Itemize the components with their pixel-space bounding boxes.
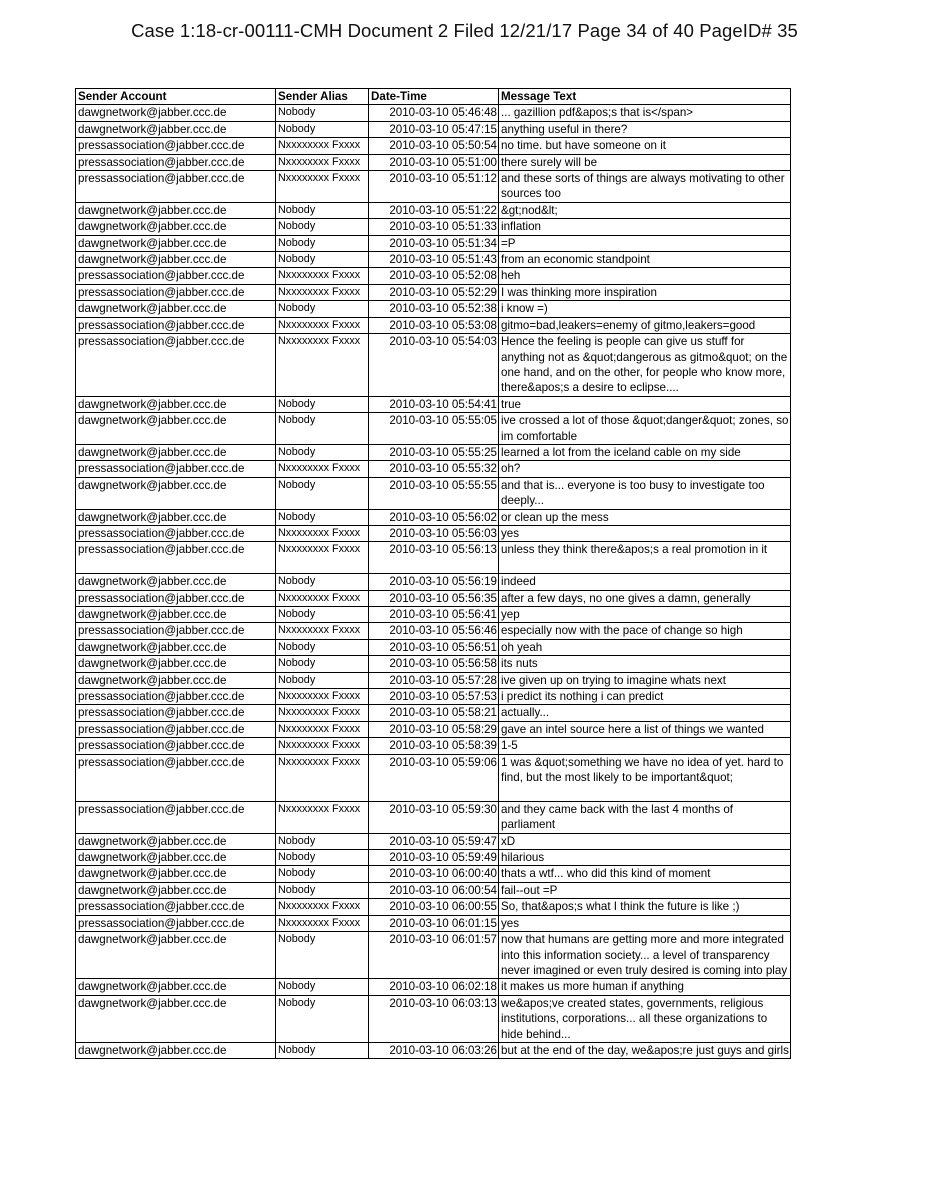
table-row (76, 334, 791, 397)
table-row (76, 639, 791, 655)
message-text-cell: thats a wtf... who did this kind of moment (499, 866, 791, 882)
table-row (76, 672, 791, 688)
message-text-cell: from an economic standpoint (499, 252, 791, 268)
sender-alias-cell: Nxxxxxxxx Fxxxx (276, 171, 369, 203)
table-row (76, 202, 791, 218)
sender-alias-cell: Nxxxxxxxx Fxxxx (276, 542, 369, 574)
message-text-cell: true (499, 396, 791, 412)
table-row (76, 105, 791, 121)
sender-account-cell: dawgnetwork@jabber.ccc.de (76, 509, 276, 525)
date-time-cell: 2010-03-10 05:58:29 (369, 721, 499, 737)
date-time-cell: 2010-03-10 05:59:47 (369, 833, 499, 849)
table-row (76, 444, 791, 460)
sender-alias-cell: Nobody (276, 866, 369, 882)
table-row (76, 705, 791, 721)
table-row (76, 801, 791, 833)
message-text-cell: ive crossed a lot of those &quot;danger&quot; zones, so im comfortable (499, 413, 791, 445)
sender-account-cell: dawgnetwork@jabber.ccc.de (76, 105, 276, 121)
message-text-cell: unless they think there&apos;s a real promotion in it (499, 542, 791, 574)
sender-alias-cell: Nobody (276, 121, 369, 137)
message-text-cell: 1 was &quot;something we have no idea of yet. hard to find, but the most likely to be important&quot; (499, 754, 791, 801)
sender-account-cell: pressassociation@jabber.ccc.de (76, 754, 276, 801)
table-row (76, 882, 791, 898)
date-time-cell: 2010-03-10 05:55:55 (369, 477, 499, 509)
table-row (76, 477, 791, 509)
message-text-cell: now that humans are getting more and more integrated into this information society... a level of transparency never imagined or even truly desired is coming into play (499, 932, 791, 979)
sender-alias-cell: Nxxxxxxxx Fxxxx (276, 915, 369, 931)
message-text-cell: i know =) (499, 301, 791, 317)
sender-account-cell: dawgnetwork@jabber.ccc.de (76, 833, 276, 849)
date-time-cell: 2010-03-10 05:53:08 (369, 317, 499, 333)
sender-alias-cell: Nobody (276, 252, 369, 268)
table-row (76, 301, 791, 317)
message-text-cell: So, that&apos;s what I think the future is like ;) (499, 899, 791, 915)
sender-account-cell: pressassociation@jabber.ccc.de (76, 154, 276, 170)
sender-alias-cell: Nxxxxxxxx Fxxxx (276, 899, 369, 915)
table-row (76, 606, 791, 622)
date-time-cell: 2010-03-10 05:56:51 (369, 639, 499, 655)
message-text-cell: i predict its nothing i can predict (499, 689, 791, 705)
date-time-cell: 2010-03-10 05:54:03 (369, 334, 499, 397)
table-row (76, 721, 791, 737)
sender-alias-cell: Nobody (276, 1042, 369, 1058)
sender-account-cell: pressassociation@jabber.ccc.de (76, 171, 276, 203)
sender-account-cell: pressassociation@jabber.ccc.de (76, 705, 276, 721)
date-time-cell: 2010-03-10 06:00:40 (369, 866, 499, 882)
message-text-cell: gave an intel source here a list of things we wanted (499, 721, 791, 737)
table-row (76, 219, 791, 235)
message-text-cell: anything useful in there? (499, 121, 791, 137)
message-text-cell: and they came back with the last 4 months of parliament (499, 801, 791, 833)
table-row (76, 932, 791, 979)
sender-account-cell: pressassociation@jabber.ccc.de (76, 542, 276, 574)
sender-alias-cell: Nobody (276, 574, 369, 590)
sender-account-cell: dawgnetwork@jabber.ccc.de (76, 444, 276, 460)
sender-alias-cell: Nobody (276, 413, 369, 445)
table-row (76, 284, 791, 300)
date-time-cell: 2010-03-10 06:01:57 (369, 932, 499, 979)
table-row (76, 995, 791, 1042)
sender-alias-cell: Nobody (276, 301, 369, 317)
date-time-cell: 2010-03-10 05:52:08 (369, 268, 499, 284)
message-text-cell: indeed (499, 574, 791, 590)
table-row (76, 138, 791, 154)
table-row (76, 979, 791, 995)
table-row (76, 461, 791, 477)
sender-alias-cell: Nobody (276, 219, 369, 235)
sender-alias-cell: Nxxxxxxxx Fxxxx (276, 689, 369, 705)
sender-alias-cell: Nxxxxxxxx Fxxxx (276, 154, 369, 170)
date-time-cell: 2010-03-10 05:51:12 (369, 171, 499, 203)
message-text-cell: heh (499, 268, 791, 284)
message-text-cell: inflation (499, 219, 791, 235)
date-time-cell: 2010-03-10 05:55:25 (369, 444, 499, 460)
sender-alias-cell: Nobody (276, 639, 369, 655)
message-text-cell: 1-5 (499, 738, 791, 754)
sender-alias-cell: Nxxxxxxxx Fxxxx (276, 525, 369, 541)
table-row (76, 509, 791, 525)
sender-alias-cell: Nobody (276, 105, 369, 121)
message-text-cell: ... gazillion pdf&apos;s that is</span> (499, 105, 791, 121)
sender-account-cell: pressassociation@jabber.ccc.de (76, 738, 276, 754)
table-row (76, 317, 791, 333)
message-text-cell: oh yeah (499, 639, 791, 655)
sender-account-cell: dawgnetwork@jabber.ccc.de (76, 574, 276, 590)
sender-alias-cell: Nxxxxxxxx Fxxxx (276, 705, 369, 721)
sender-account-cell: pressassociation@jabber.ccc.de (76, 899, 276, 915)
sender-alias-cell: Nobody (276, 396, 369, 412)
date-time-cell: 2010-03-10 05:46:48 (369, 105, 499, 121)
sender-account-cell: pressassociation@jabber.ccc.de (76, 721, 276, 737)
sender-account-cell: pressassociation@jabber.ccc.de (76, 801, 276, 833)
sender-alias-cell: Nobody (276, 833, 369, 849)
message-text-cell: gitmo=bad,leakers=enemy of gitmo,leakers=good (499, 317, 791, 333)
page-header: Case 1:18-cr-00111-CMH Document 2 Filed 12/21/17 Page 34 of 40 PageID# 35 (131, 20, 798, 41)
sender-account-cell: pressassociation@jabber.ccc.de (76, 284, 276, 300)
column-header-sender-account: Sender Account (76, 89, 276, 105)
sender-account-cell: dawgnetwork@jabber.ccc.de (76, 606, 276, 622)
sender-account-cell: dawgnetwork@jabber.ccc.de (76, 477, 276, 509)
date-time-cell: 2010-03-10 05:52:29 (369, 284, 499, 300)
date-time-cell: 2010-03-10 05:59:06 (369, 754, 499, 801)
date-time-cell: 2010-03-10 05:56:58 (369, 656, 499, 672)
table-row (76, 738, 791, 754)
table-row (76, 915, 791, 931)
sender-account-cell: dawgnetwork@jabber.ccc.de (76, 121, 276, 137)
message-text-cell: or clean up the mess (499, 509, 791, 525)
table-row (76, 413, 791, 445)
table-row (76, 252, 791, 268)
table-row (76, 235, 791, 251)
table-row (76, 899, 791, 915)
message-text-cell: xD (499, 833, 791, 849)
date-time-cell: 2010-03-10 05:58:21 (369, 705, 499, 721)
date-time-cell: 2010-03-10 06:00:54 (369, 882, 499, 898)
sender-account-cell: pressassociation@jabber.ccc.de (76, 590, 276, 606)
sender-alias-cell: Nxxxxxxxx Fxxxx (276, 461, 369, 477)
date-time-cell: 2010-03-10 05:56:35 (369, 590, 499, 606)
date-time-cell: 2010-03-10 05:51:22 (369, 202, 499, 218)
sender-alias-cell: Nobody (276, 850, 369, 866)
table-row (76, 121, 791, 137)
message-text-cell: learned a lot from the iceland cable on my side (499, 444, 791, 460)
sender-account-cell: dawgnetwork@jabber.ccc.de (76, 866, 276, 882)
date-time-cell: 2010-03-10 05:56:13 (369, 542, 499, 574)
date-time-cell: 2010-03-10 05:51:00 (369, 154, 499, 170)
date-time-cell: 2010-03-10 05:47:15 (369, 121, 499, 137)
sender-alias-cell: Nxxxxxxxx Fxxxx (276, 268, 369, 284)
message-text-cell: =P (499, 235, 791, 251)
date-time-cell: 2010-03-10 06:01:15 (369, 915, 499, 931)
table-row (76, 850, 791, 866)
message-text-cell: yep (499, 606, 791, 622)
message-text-cell: Hence the feeling is people can give us stuff for anything not as &quot;dangerous as gitmo&quot; on the one hand, and on the other, for people who know more, there&apos;s a desire to eclipse.... (499, 334, 791, 397)
sender-account-cell: dawgnetwork@jabber.ccc.de (76, 301, 276, 317)
date-time-cell: 2010-03-10 05:56:46 (369, 623, 499, 639)
sender-alias-cell: Nobody (276, 444, 369, 460)
sender-alias-cell: Nxxxxxxxx Fxxxx (276, 801, 369, 833)
sender-alias-cell: Nxxxxxxxx Fxxxx (276, 138, 369, 154)
message-text-cell: &gt;nod&lt; (499, 202, 791, 218)
sender-alias-cell: Nobody (276, 672, 369, 688)
column-header-sender-alias: Sender Alias (276, 89, 369, 105)
sender-alias-cell: Nxxxxxxxx Fxxxx (276, 721, 369, 737)
sender-account-cell: dawgnetwork@jabber.ccc.de (76, 672, 276, 688)
sender-account-cell: dawgnetwork@jabber.ccc.de (76, 656, 276, 672)
message-text-cell: and that is... everyone is too busy to investigate too deeply... (499, 477, 791, 509)
message-text-cell: hilarious (499, 850, 791, 866)
message-text-cell: actually... (499, 705, 791, 721)
table-row (76, 833, 791, 849)
sender-account-cell: pressassociation@jabber.ccc.de (76, 689, 276, 705)
sender-alias-cell: Nobody (276, 509, 369, 525)
table-header-row (76, 89, 791, 105)
table-row (76, 754, 791, 801)
sender-account-cell: pressassociation@jabber.ccc.de (76, 268, 276, 284)
sender-account-cell: dawgnetwork@jabber.ccc.de (76, 396, 276, 412)
sender-alias-cell: Nxxxxxxxx Fxxxx (276, 317, 369, 333)
sender-account-cell: dawgnetwork@jabber.ccc.de (76, 252, 276, 268)
message-text-cell: it makes us more human if anything (499, 979, 791, 995)
sender-alias-cell: Nobody (276, 995, 369, 1042)
date-time-cell: 2010-03-10 05:56:41 (369, 606, 499, 622)
sender-account-cell: pressassociation@jabber.ccc.de (76, 334, 276, 397)
sender-alias-cell: Nobody (276, 477, 369, 509)
sender-alias-cell: Nxxxxxxxx Fxxxx (276, 284, 369, 300)
table-row (76, 1042, 791, 1058)
date-time-cell: 2010-03-10 05:52:38 (369, 301, 499, 317)
message-text-cell: ive given up on trying to imagine whats next (499, 672, 791, 688)
sender-account-cell: dawgnetwork@jabber.ccc.de (76, 413, 276, 445)
date-time-cell: 2010-03-10 06:03:13 (369, 995, 499, 1042)
table-row (76, 590, 791, 606)
sender-account-cell: dawgnetwork@jabber.ccc.de (76, 639, 276, 655)
table-row (76, 154, 791, 170)
table-row (76, 268, 791, 284)
date-time-cell: 2010-03-10 05:59:49 (369, 850, 499, 866)
date-time-cell: 2010-03-10 05:56:19 (369, 574, 499, 590)
table-body (76, 105, 791, 1059)
message-text-cell: I was thinking more inspiration (499, 284, 791, 300)
sender-account-cell: pressassociation@jabber.ccc.de (76, 138, 276, 154)
table-row (76, 396, 791, 412)
message-log-table (75, 88, 791, 1059)
table-row (76, 574, 791, 590)
message-text-cell: there surely will be (499, 154, 791, 170)
sender-alias-cell: Nxxxxxxxx Fxxxx (276, 334, 369, 397)
date-time-cell: 2010-03-10 05:55:32 (369, 461, 499, 477)
sender-alias-cell: Nobody (276, 235, 369, 251)
date-time-cell: 2010-03-10 05:56:03 (369, 525, 499, 541)
sender-alias-cell: Nobody (276, 202, 369, 218)
sender-account-cell: dawgnetwork@jabber.ccc.de (76, 979, 276, 995)
message-text-cell: oh? (499, 461, 791, 477)
table-row (76, 689, 791, 705)
sender-account-cell: dawgnetwork@jabber.ccc.de (76, 850, 276, 866)
sender-account-cell: dawgnetwork@jabber.ccc.de (76, 882, 276, 898)
sender-alias-cell: Nxxxxxxxx Fxxxx (276, 623, 369, 639)
sender-account-cell: dawgnetwork@jabber.ccc.de (76, 932, 276, 979)
date-time-cell: 2010-03-10 05:57:53 (369, 689, 499, 705)
table-row (76, 623, 791, 639)
sender-account-cell: pressassociation@jabber.ccc.de (76, 915, 276, 931)
date-time-cell: 2010-03-10 05:51:34 (369, 235, 499, 251)
sender-account-cell: pressassociation@jabber.ccc.de (76, 461, 276, 477)
sender-account-cell: dawgnetwork@jabber.ccc.de (76, 202, 276, 218)
date-time-cell: 2010-03-10 05:50:54 (369, 138, 499, 154)
sender-alias-cell: Nobody (276, 606, 369, 622)
table-row (76, 656, 791, 672)
sender-account-cell: dawgnetwork@jabber.ccc.de (76, 235, 276, 251)
date-time-cell: 2010-03-10 05:51:33 (369, 219, 499, 235)
date-time-cell: 2010-03-10 05:54:41 (369, 396, 499, 412)
message-text-cell: its nuts (499, 656, 791, 672)
date-time-cell: 2010-03-10 05:55:05 (369, 413, 499, 445)
table-row (76, 866, 791, 882)
sender-account-cell: pressassociation@jabber.ccc.de (76, 525, 276, 541)
date-time-cell: 2010-03-10 06:03:26 (369, 1042, 499, 1058)
date-time-cell: 2010-03-10 05:56:02 (369, 509, 499, 525)
table-row (76, 542, 791, 574)
message-text-cell: but at the end of the day, we&apos;re just guys and girls (499, 1042, 791, 1058)
sender-alias-cell: Nxxxxxxxx Fxxxx (276, 754, 369, 801)
date-time-cell: 2010-03-10 05:51:43 (369, 252, 499, 268)
column-header-message-text: Message Text (499, 89, 791, 105)
message-text-cell: fail--out =P (499, 882, 791, 898)
message-text-cell: and these sorts of things are always motivating to other sources too (499, 171, 791, 203)
sender-account-cell: pressassociation@jabber.ccc.de (76, 317, 276, 333)
sender-account-cell: dawgnetwork@jabber.ccc.de (76, 1042, 276, 1058)
date-time-cell: 2010-03-10 06:00:55 (369, 899, 499, 915)
message-text-cell: yes (499, 525, 791, 541)
sender-alias-cell: Nobody (276, 656, 369, 672)
date-time-cell: 2010-03-10 05:58:39 (369, 738, 499, 754)
sender-alias-cell: Nxxxxxxxx Fxxxx (276, 738, 369, 754)
sender-account-cell: dawgnetwork@jabber.ccc.de (76, 219, 276, 235)
sender-alias-cell: Nobody (276, 979, 369, 995)
date-time-cell: 2010-03-10 05:57:28 (369, 672, 499, 688)
message-text-cell: we&apos;ve created states, governments, religious institutions, corporations... all these organizations to hide behind... (499, 995, 791, 1042)
sender-alias-cell: Nobody (276, 932, 369, 979)
message-text-cell: especially now with the pace of change so high (499, 623, 791, 639)
message-text-cell: after a few days, no one gives a damn, generally (499, 590, 791, 606)
table-row (76, 525, 791, 541)
sender-account-cell: dawgnetwork@jabber.ccc.de (76, 995, 276, 1042)
date-time-cell: 2010-03-10 06:02:18 (369, 979, 499, 995)
message-text-cell: no time. but have someone on it (499, 138, 791, 154)
column-header-date-time: Date-Time (369, 89, 499, 105)
sender-account-cell: pressassociation@jabber.ccc.de (76, 623, 276, 639)
date-time-cell: 2010-03-10 05:59:30 (369, 801, 499, 833)
table-row (76, 171, 791, 203)
sender-alias-cell: Nxxxxxxxx Fxxxx (276, 590, 369, 606)
sender-alias-cell: Nobody (276, 882, 369, 898)
message-text-cell: yes (499, 915, 791, 931)
